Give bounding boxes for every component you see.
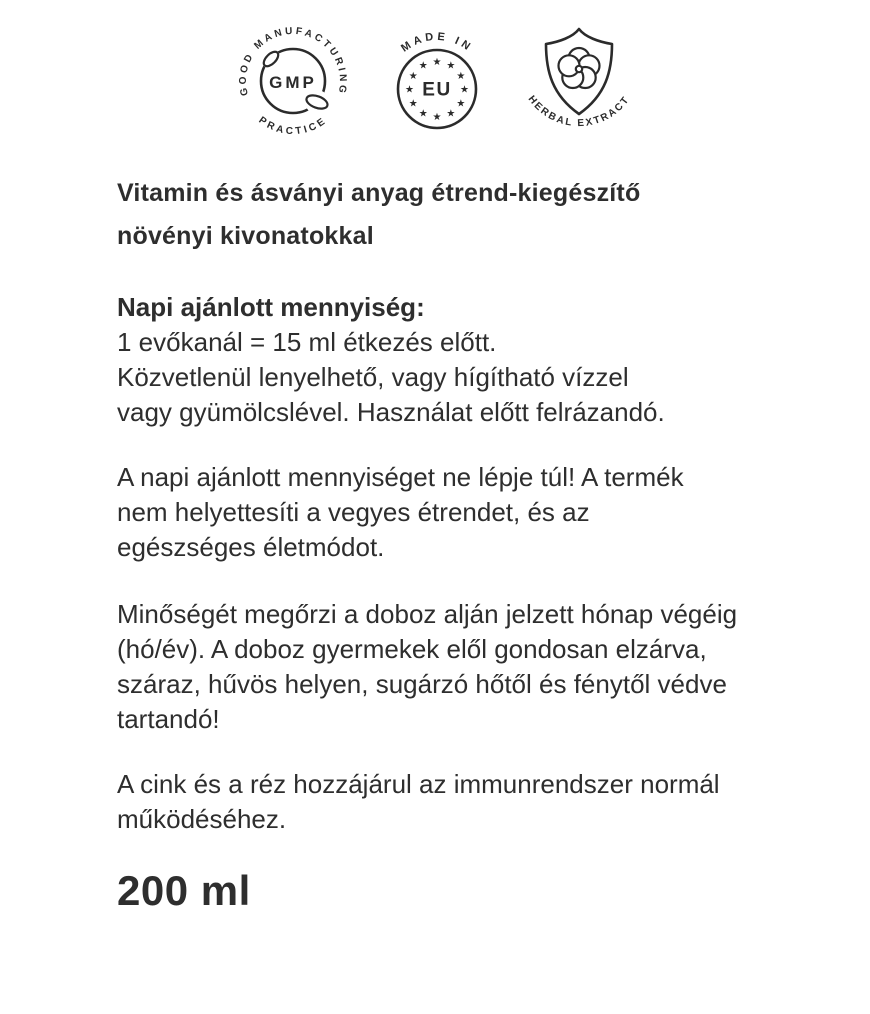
star-icon: ★	[446, 108, 456, 120]
made-in-eu-badge-icon	[390, 22, 484, 134]
dosage-line: 1 evőkanál = 15 ml étkezés előtt.	[117, 327, 497, 357]
star-icon: ★	[446, 60, 456, 72]
eu-arc-top-label: MADE IN	[399, 30, 475, 55]
star-icon: ★	[408, 98, 418, 110]
warning-line: nem helyettesíti a vegyes étrendet, és az	[117, 497, 590, 527]
star-icon: ★	[432, 57, 442, 68]
storage-section	[117, 597, 827, 737]
gmp-arc-bottom-label: PRACTICE	[256, 114, 330, 138]
label-content	[117, 172, 827, 915]
storage-line: száraz, hűvös helyen, sugárzó hőtől és fénytől védve	[117, 669, 727, 699]
warning-section	[117, 460, 827, 565]
storage-line: (hó/év). A doboz gyermekek elől gondosan elzárva,	[117, 634, 707, 664]
product-title-line: növényi kivonatokkal	[117, 222, 374, 250]
svg-text:PRACTICE	[257, 115, 330, 137]
star-icon: ★	[405, 84, 414, 96]
dosage-heading: Napi ajánlott mennyiség:	[117, 292, 425, 322]
volume-label: 200 ml	[117, 867, 251, 914]
dosage-line: Közvetlenül lenyelhető, vagy hígítható vízzel	[117, 362, 629, 392]
star-icon: ★	[460, 84, 469, 96]
star-icon: ★	[418, 60, 428, 72]
certification-badges	[0, 14, 870, 142]
dosage-section	[117, 290, 827, 430]
warning-line: egészséges életmódot.	[117, 532, 385, 562]
eu-center-label: EU	[422, 79, 452, 101]
claim-section	[117, 767, 827, 837]
herbal-extract-badge-icon	[518, 15, 640, 141]
gmp-arc-top-label: GOOD MANUFACTURING	[237, 25, 349, 97]
flower-icon	[559, 48, 600, 88]
gmp-center-label: GMP	[269, 73, 317, 92]
storage-line: tartandó!	[117, 704, 220, 734]
gmp-badge-icon	[230, 15, 356, 141]
warning-line: A napi ajánlott mennyiséget ne lépje túl! A termék	[117, 462, 684, 492]
storage-line: Minőségét megőrzi a doboz alján jelzett hónap végéig	[117, 599, 738, 629]
svg-text:HERBAL EXTRACT	[526, 94, 633, 129]
star-icon: ★	[408, 70, 418, 82]
claim-line: működéséhez.	[117, 804, 287, 834]
product-title-line: Vitamin és ásványi anyag étrend-kiegészítő	[117, 179, 641, 207]
product-title	[117, 172, 827, 258]
dosage-line: vagy gyümölcslével. Használat előtt felrázandó.	[117, 397, 665, 427]
claim-line: A cink és a réz hozzájárul az immunrendszer normál	[117, 769, 720, 799]
herbal-arc-bottom-label: HERBAL EXTRACT	[525, 93, 633, 130]
star-icon: ★	[456, 70, 466, 82]
star-icon: ★	[456, 98, 466, 110]
star-icon: ★	[432, 112, 442, 123]
star-icon: ★	[418, 108, 428, 120]
